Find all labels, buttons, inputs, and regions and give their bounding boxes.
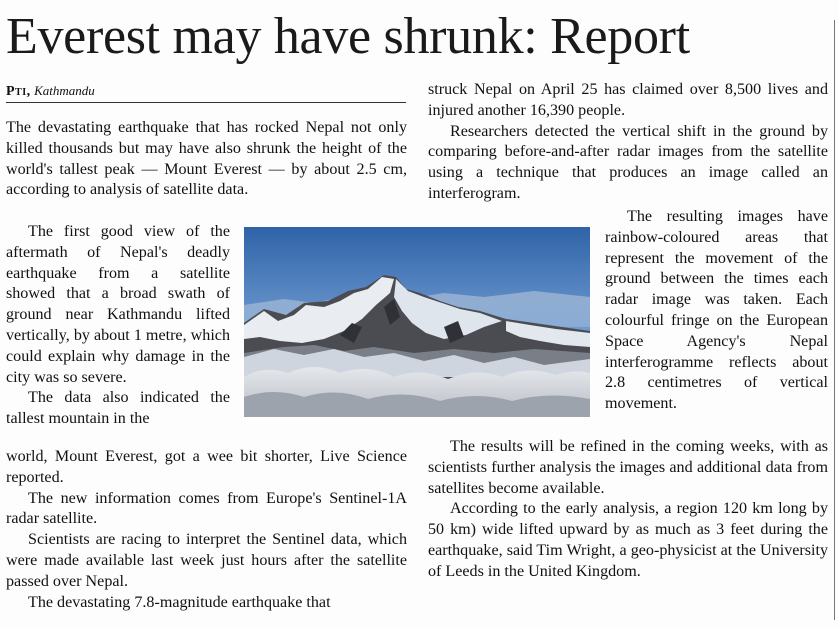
paragraph-researchers: Researchers detected the vertical shift in the ground by comparing before-and-after radar images from the satellite using a technique that produces an image called an interferogram. <box>428 122 828 202</box>
paragraph-refined: The results will be refined in the coming weeks, with as scientists further analysis the images and additional data from satellites become available. <box>428 438 828 497</box>
left-column-wrap <box>6 222 230 430</box>
paragraph-sentinel: The new information comes from Europe's Sentinel-1A radar satellite. <box>6 489 407 528</box>
byline <box>6 80 406 103</box>
right-column-bottom <box>428 437 828 583</box>
paragraph-intro: The devastating earthquake that has rocked Nepal not only killed thousands but may have also shrunk the height of the world's tallest peak — Mount Everest — by about 2.5 cm, according to analysis of satellite data. <box>6 119 407 199</box>
right-column-top <box>428 80 828 205</box>
paragraph-satellite-view: The first good view of the aftermath of Nepal's deadly earthquake from a satellite showed that a broad swath of ground near Kathmandu lifted vertically, by about 1 metre, which could explain why damage in the city was so severe. <box>6 223 230 386</box>
paragraph-rainbow: The resulting images have rainbow-coloured areas that represent the movement of the ground between the times each radar image was taken. Each colourful fringe on the European Space Agency's Nepal interferogramme reflects about 2.8 centimetres of vertical movement. <box>605 208 828 413</box>
headline: Everest may have shrunk: Report <box>6 8 690 65</box>
left-column-top <box>6 118 407 201</box>
paragraph-everest-shorter: world, Mount Everest, got a wee bit shorter, Live Science reported. <box>6 448 407 486</box>
paragraph-scientists-racing: Scientists are racing to interpret the Sentinel data, which were made available last week just hours after the satellite passed over Nepal. <box>6 531 407 590</box>
left-column-bottom <box>6 447 407 613</box>
byline-place: Kathmandu <box>34 83 95 98</box>
paragraph-early-analysis: According to the early analysis, a region 120 km long by 50 km) wide lifted upward by as much as 3 feet during the earthquake, said Tim Wright, a geo-physicist at the University of Leeds in the United Kingdom. <box>428 500 828 580</box>
everest-photo <box>244 227 590 417</box>
paragraph-magnitude: The devastating 7.8-magnitude earthquake that <box>28 593 331 611</box>
column-rule <box>834 20 835 620</box>
right-column-wrap <box>605 207 828 415</box>
paragraph-casualties: struck Nepal on April 25 has claimed over 8,500 lives and injured another 16,390 people. <box>428 81 828 119</box>
paragraph-data-indicated: The data also indicated the tallest mountain in the <box>6 389 230 428</box>
byline-agency: Pti, <box>6 84 31 99</box>
